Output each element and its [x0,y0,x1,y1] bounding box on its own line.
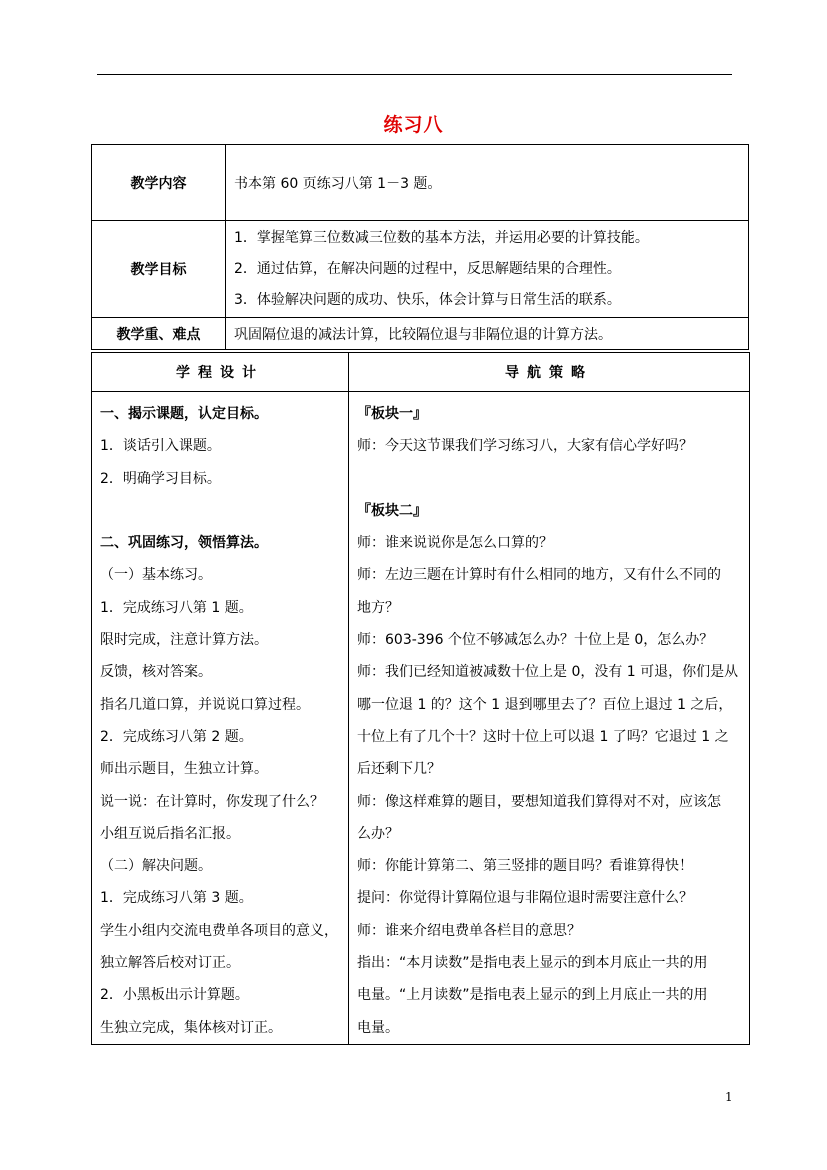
text-line: 师：谁来说说你是怎么口算的？ [357,535,553,552]
content-value: 书本第 60 页练习八第 1－3 题。 [226,145,749,221]
text-line: 师：谁来介绍电费单各栏目的意思？ [357,922,581,939]
text-line: 指出：“本月读数”是指电表上显示的到本月底止一共的用 [357,955,708,972]
right-column-header: 导航策略 [349,353,750,392]
learning-design-cell [92,392,349,1045]
text-line: 1．完成练习八第 3 题。 [100,890,253,907]
focus-value: 巩固隔位退的减法计算，比较隔位退与非隔位退的计算方法。 [226,318,749,350]
text-line: 2．小黑板出示计算题。 [100,987,249,1004]
text-line: 师：603-396 个位不够减怎么办？十位上是 0，怎么办？ [357,632,714,649]
goal-item: 2．通过估算，在解决问题的过程中，反思解题结果的合理性。 [234,260,621,277]
text-line: （二）解决问题。 [100,858,212,875]
text-line: 指名几道口算，并说说口算过程。 [100,696,310,713]
document-title: 练习八 [383,114,444,136]
goals-label: 教学目标 [92,221,226,318]
learning-design-list [92,392,348,1044]
text-line: 地方？ [357,599,399,616]
left-column-header: 学程设计 [92,353,349,392]
goal-item: 1．掌握笔算三位数减三位数的基本方法，并运用必要的计算技能。 [234,229,649,246]
text-line: 独立解答后校对订正。 [100,955,240,972]
text-line: 小组互说后指名汇报。 [100,825,240,842]
text-line: 么办？ [357,825,399,842]
text-line: 2．明确学习目标。 [100,470,221,487]
text-line: 1．谈话引入课题。 [100,438,221,455]
lesson-header-row [92,353,750,392]
guidance-cell [349,392,750,1045]
text-line: 电量。 [357,1019,399,1036]
goals-row [92,221,749,318]
focus-label: 教学重、难点 [92,318,226,350]
text-line: 提问：你觉得计算隔位退与非隔位退时需要注意什么？ [357,890,693,907]
text-line: 师：今天这节课我们学习练习八，大家有信心学好吗？ [357,438,693,455]
text-line: 哪一位退 1 的？这个 1 退到哪里去了？百位上退过 1 之后， [357,696,733,713]
lesson-body-row [92,392,750,1045]
text-line [357,463,749,495]
content-label: 教学内容 [92,145,226,221]
text-line: 师：我们已经知道被减数十位上是 0，没有 1 可退，你们是从 [357,664,739,681]
text-line: 后还剩下几？ [357,761,441,778]
content-row [92,145,749,221]
text-line: 学生小组内交流电费单各项目的意义， [100,922,338,939]
text-line: 反馈，核对答案。 [100,664,212,681]
lesson-table [91,352,750,1045]
goals-cell [226,221,749,318]
text-line: 一、揭示课题，认定目标。 [100,406,268,422]
focus-row [92,318,749,350]
guidance-list [349,392,749,1044]
text-line: 师：左边三题在计算时有什么相同的地方，又有什么不同的 [357,567,721,584]
text-line: 电量。“上月读数”是指电表上显示的到上月底止一共的用 [357,987,708,1004]
text-line: 说一说：在计算时，你发现了什么？ [100,793,324,810]
info-table [91,144,749,350]
text-line: 二、巩固练习，领悟算法。 [100,535,268,552]
text-line: 2．完成练习八第 2 题。 [100,728,253,745]
text-line: 生独立完成，集体核对订正。 [100,1019,282,1036]
page-number: 1 [725,1090,733,1104]
text-line: 师出示题目，生独立计算。 [100,761,268,778]
text-line: 『板块二』 [357,502,427,519]
text-line: 1．完成练习八第 1 题。 [100,599,253,616]
text-line: 『板块一』 [357,406,427,422]
header-rule [97,74,732,75]
text-line [100,495,348,527]
text-line: 限时完成，注意计算方法。 [100,632,268,649]
goal-item: 3．体验解决问题的成功、快乐，体会计算与日常生活的联系。 [234,291,621,308]
text-line: 师：你能计算第二、第三竖排的题目吗？看谁算得快！ [357,858,693,875]
text-line: 师：像这样难算的题目，要想知道我们算得对不对，应该怎 [357,793,721,810]
text-line: （一）基本练习。 [100,567,212,584]
text-line: 十位上有了几个十？这时十位上可以退 1 了吗？它退过 1 之 [357,728,729,745]
